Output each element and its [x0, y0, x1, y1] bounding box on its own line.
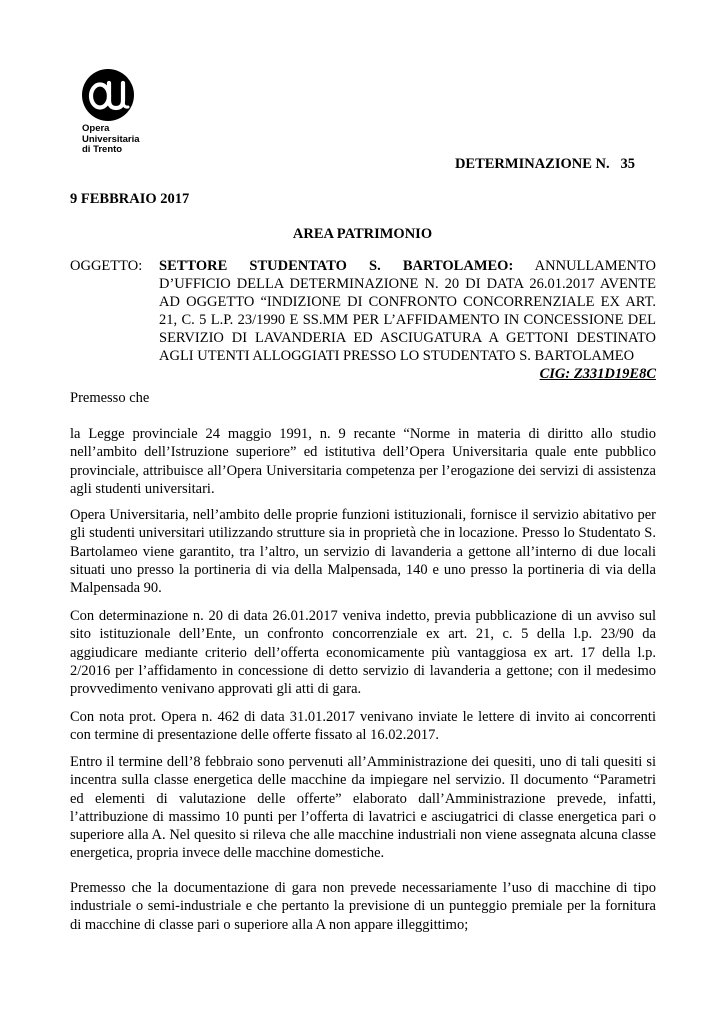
paragraph-4: Con nota prot. Opera n. 462 di data 31.01.2017 venivano inviate le lettere di invito ai concorrenti con termine di presentazione delle offerte fissato al 16.02.2017. — [70, 709, 656, 744]
opera-universitaria-logo-icon — [82, 69, 134, 121]
logo-text — [82, 124, 162, 156]
subject-label: OGGETTO: — [70, 258, 143, 274]
paragraph-5: Entro il termine dell’8 febbraio sono pervenuti all’Amministrazione dei quesiti, uno di tali quesiti si incentra sulla classe energetica delle macchine da impiegare nel servizio. Il documento “Parametri ed elementi di valutazione delle offerte” elaborato dall’Amministrazione prevede, infatti, l’attribuzione di massimo 10 punti per l’offerta di lavatrici e asciugatrici di classe energetica pari o superiore alla A. Nel quesito si rileva che alle macchine industriali non viene assegnata alcuna classe energetica, propria invece delle macchine domestiche. — [70, 754, 656, 862]
paragraph-6: Premesso che la documentazione di gara non prevede necessariamente l’uso di macchine di tipo industriale o semi-industriale e che pertanto la previsione di un punteggio premiale per la fornitura di macchine di classe pari o superiore alla A non appare illeggittimo; — [70, 880, 656, 933]
subject-body — [159, 257, 656, 365]
subject-highlight: SETTORE STUDENTATO S. BARTOLAMEO: — [159, 258, 514, 274]
logo — [82, 69, 162, 156]
document-date: 9 FEBBRAIO 2017 — [70, 191, 190, 207]
subject-block — [70, 257, 656, 383]
subject-text: ANNULLAMENTO D’UFFICIO DELLA DETERMINAZIONE N. 20 DI DATA 26.01.2017 AVENTE AD OGGETTO “INDIZIONE DI CONFRONTO CONCORRENZIALE EX ART. 21, C. 5 L.P. 23/1990 E SS.MM PER L’AFFIDAMENTO IN CONCESSIONE DEL SERVIZIO DI LAVANDERIA ED ASCIUGATURA A GETTONI DESTINATO AGLI UTENTI ALLOGGIATI PRESSO LO STUDENTATO S. BARTOLAMEO — [159, 258, 657, 364]
paragraph-1: la Legge provinciale 24 maggio 1991, n. 9 recante “Norme in materia di diritto allo studio nell’ambito dell’Istruzione superiore” ed istitutiva dell’Opera Universitaria quale ente pubblico provinciale, attribuisce all’Opera Universitaria competenza per l’erogazione dei servizi di assistenza agli studenti universitari. — [70, 426, 656, 497]
cig-code: CIG: Z331D19E8C — [539, 366, 656, 382]
determination-number: DETERMINAZIONE N. 35 — [454, 156, 635, 172]
paragraph-2: Opera Universitaria, nell’ambito delle proprie funzioni istituzionali, fornisce il servizio abitativo per gli studenti universitari utilizzando strutture sia in proprietà che in locazione. Presso lo Studentato S. Bartolameo viene garantito, tra l’altro, un servizio di lavanderia a gettone all’interno di due locali situati uno presso la portineria di via della Malpensada, 140 e uno presso la portineria di via della Malpensada 90. — [70, 507, 656, 597]
logo-line-1: Opera — [82, 123, 110, 134]
area-heading: AREA PATRIMONIO — [292, 226, 433, 242]
logo-line-3: di Trento — [82, 144, 123, 155]
paragraph-3: Con determinazione n. 20 di data 26.01.2017 veniva indetto, previa pubblicazione di un avviso sul sito istituzionale dell’Ente, un confronto concorrenziale ex art. 21, c. 5 della l.p. 23/90 da aggiudicare mediante criterio dell’offerta economicamente più vantaggiosa ex art. 17 della l.p. 2/2016 per l’affidamento in concessione di detto servizio di lavanderia a gettone; con il medesimo provvedimento venivano approvati gli atti di gara. — [70, 608, 656, 698]
logo-line-2: Universitaria — [82, 133, 140, 145]
premesso-heading: Premesso che — [70, 390, 150, 406]
